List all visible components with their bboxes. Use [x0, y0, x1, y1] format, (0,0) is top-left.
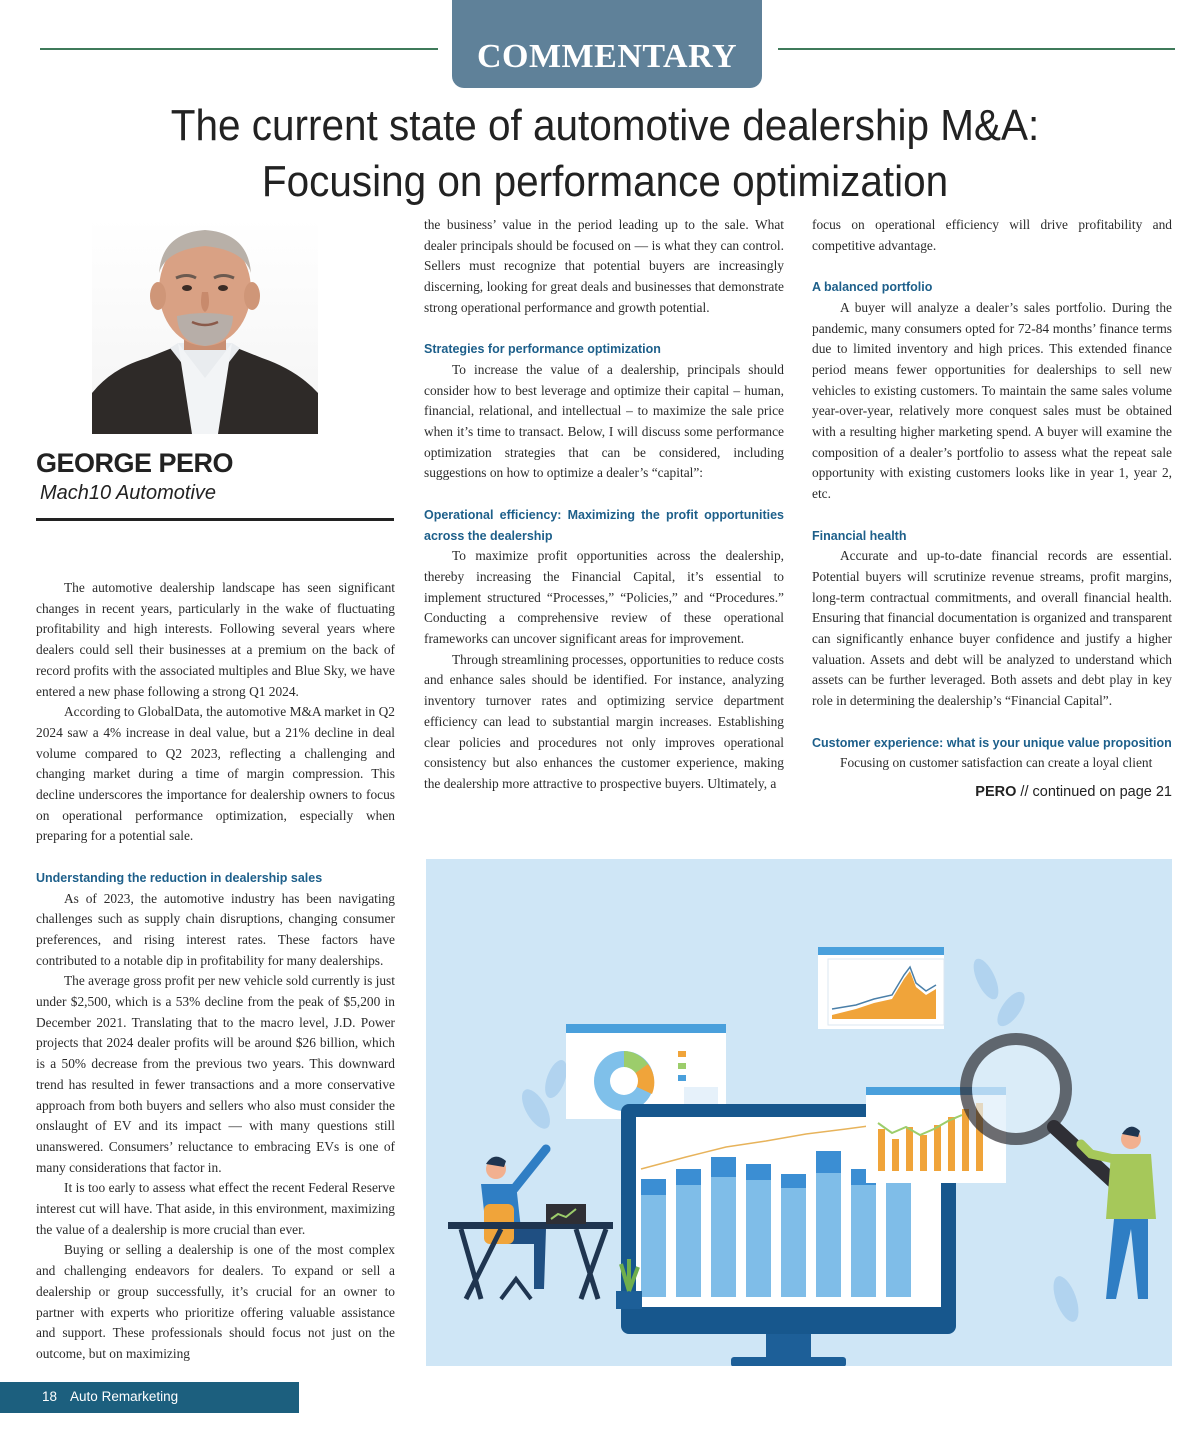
paragraph: To increase the value of a dealership, principals should consider how to best leverage and optimize their capital – human, financial, relational, and intellectual – to maximize the sale price when it’s time to transact. Below, I will discuss some performance optimization strategies that can be considered, including suggestions on how to optimize a dealer’s “capital”:: [424, 361, 784, 481]
article-headline: [140, 98, 1069, 210]
paragraph: According to GlobalData, the automotive M&A market in Q2 2024 saw a 4% increase in deal value, but a 21% decline in deal volume compared to Q2 2023, reflecting a challenging and changing market during a time of margin compression. This decline underscores the importance for dealership owners to focus on operational performance optimization, especially when preparing for a potential sale.: [36, 704, 395, 844]
continued-text: // continued on page 21: [1020, 784, 1172, 800]
article-column-1: [36, 578, 395, 1365]
headline-line-2: Focusing on performance optimization: [261, 157, 949, 206]
paragraph: the business’ value in the period leading up to the sale. What dealer principals should be focused on — is what they can control. Sellers must recognize that potential buyers are increasingly discerning, looking for great deals and businesses that demonstrate strong operational performance and growth potential.: [424, 217, 784, 315]
article-column-2: [424, 215, 784, 795]
paragraph: Focusing on customer satisfaction can create a loyal client: [840, 755, 1153, 771]
paragraph: The average gross profit per new vehicle sold currently is just under $2,500, which is a 53% decline from the peak of $5,200 in December 2021. Translating that to the macro level, J.D. Power projects that 2024 dealer profits will be around $26 billion, which is a 50% decrease from the previous two years. This downward trend has resulted in fewer transactions and a more conservative approach from both buyers and sellers who also must consider the onslaught of EV and its impact — with many questions still unanswered. Consumers’ reluctance to embracing EVs is one of many considerations that factor in.: [36, 973, 395, 1175]
paragraph: focus on operational efficiency will drive profitability and competitive advantage.: [812, 217, 1172, 253]
paragraph: Through streamlining processes, opportunities to reduce costs and enhance sales should be identified. For instance, analyzing inventory turnover rates and optimizing service department efficiency can lead to substantial margin increases. Establishing clear policies and procedures not only improves operational consistency but also enhances the customer experience, making the dealership more attractive to prospective buyers. Ultimately, a: [424, 651, 784, 791]
section-heading: A balanced portfolio: [812, 280, 933, 295]
paragraph: A buyer will analyze a dealer’s sales portfolio. During the pandemic, many consumers opted for 72-84 months’ finance terms due to limited inventory and high prices. This extended finance period means fewer opportunities for dealerships to sell new vehicles to existing customers. To maintain the same sales volume year-over-year, relatively more conquest sales must be obtained with a resulting higher marketing spend. A buyer will examine the composition of a dealer’s portfolio to assess what the repeat sale opportunity with existing customers looks like in year 1, year 2, etc.: [812, 299, 1172, 502]
headline-line-1: The current state of automotive dealership M&A:: [170, 101, 1040, 150]
paragraph: Buying or selling a dealership is one of the most complex and challenging endeavors for dealers. To expand or sell a dealership or group successfully, it’s crucial for an owner to partner with experts who prioritize offering valuable assistance and support. These professionals should focus not just on the outcome, but on maximizing: [36, 1242, 395, 1361]
paragraph: The automotive dealership landscape has seen significant changes in recent years, particularly in the wake of fluctuating profitability and high interests. Following several years where dealers could sell their businesses at a premium on the back of record profits with the associated multiples and Blue Sky, we have entered a new phase following a strong Q1 2024.: [36, 580, 395, 699]
section-heading: Operational efficiency: Maximizing the profit opportunities across the dealership: [424, 507, 784, 543]
section-heading: Strategies for performance optimization: [424, 342, 661, 357]
paragraph: Accurate and up-to-date financial records are essential. Potential buyers will scrutinize revenue streams, profit margins, long-term contractual commitments, and overall financial health. Ensuring that financial documentation is organized and transparent can significantly enhance buyer confidence and justify a higher valuation. Assets and debt will be analyzed to understand which assets can be further leveraged. Both assets and debt play in key role in determining the dealership’s “Financial Capital”.: [812, 548, 1172, 709]
author-name: GEORGE PERO: [36, 448, 234, 478]
paragraph: To maximize profit opportunities across the dealership, thereby increasing the Financial Capital, it’s essential to implement structured “Processes,” “Policies,” and “Procedures.” Conducting a comprehensive review of these operational frameworks can uncover significant areas for improvement.: [424, 548, 784, 647]
article-column-3: [812, 215, 1172, 774]
continued-name: PERO: [975, 784, 1017, 800]
page-footer: [0, 1382, 299, 1413]
author-divider: [36, 518, 394, 521]
header-rule-left: [40, 48, 438, 50]
author-company: Mach10 Automotive: [40, 482, 217, 504]
paragraph: It is too early to assess what effect the recent Federal Reserve interest cut will have. That aside, in this environment, maximizing the value of a dealership is more crucial than ever.: [36, 1180, 395, 1237]
author-photo: [92, 218, 318, 434]
section-heading: Financial health: [812, 528, 907, 543]
section-tab: COMMENTARY: [452, 0, 762, 88]
page-number: 18: [42, 1389, 58, 1404]
continued-link[interactable]: [812, 784, 1172, 800]
section-heading: Understanding the reduction in dealership sales: [36, 870, 323, 885]
publication-name: Auto Remarketing: [70, 1389, 179, 1404]
header-rule-right: [778, 48, 1175, 50]
paragraph: As of 2023, the automotive industry has been navigating challenges such as supply chain disruptions, changing consumer preferences, and rising interest rates. These factors have contributed to a notable dip in profitability for many dealerships.: [36, 890, 395, 968]
section-heading: Customer experience: what is your unique value proposition: [812, 735, 1172, 750]
analytics-illustration: [426, 859, 1172, 1366]
